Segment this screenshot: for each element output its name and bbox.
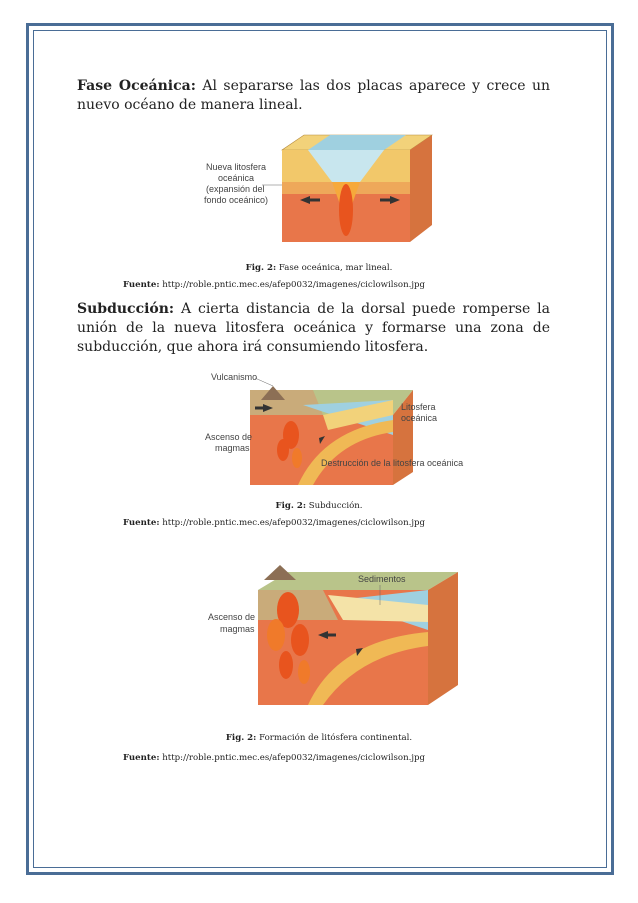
fig2-label-vulcanismo: Vulcanismo [211, 372, 258, 382]
figure1-caption [0, 263, 638, 273]
fig1-label-line2: oceánica [218, 173, 255, 183]
fig1-source-text: http://roble.pntic.mec.es/afep0032/imagenes/ciclowilson.jpg [159, 280, 426, 290]
figure-subduccion-diagram [203, 360, 464, 485]
paragraph-subduccion [77, 300, 550, 357]
fig2-label-litosfera-1: Litosfera [401, 402, 436, 412]
fig3-label-ascenso-1: Ascenso de [208, 612, 256, 622]
fig1-label-line3: (expansión del [206, 184, 265, 194]
fig2-source-text: http://roble.pntic.mec.es/afep0032/imagenes/ciclowilson.jpg [159, 518, 426, 528]
fig2-caption-label: Fig. 2: [275, 501, 306, 511]
paragraph-fase-oceanica [77, 77, 550, 115]
figure2-source [0, 518, 593, 528]
figure-litosfera-continental-diagram [208, 560, 478, 710]
fig1-source-label: Fuente: [122, 280, 160, 290]
fig2-label-destruccion: Destrucción de la litosfera oceánica [321, 458, 464, 468]
fig1-label-line4: fondo oceánico) [204, 195, 269, 205]
figure2-caption [0, 501, 638, 511]
fig2-caption-text: Subducción. [306, 501, 363, 511]
fig2-label-litosfera-2: oceánica [401, 413, 438, 423]
fig3-caption-text: Formación de litósfera continental. [256, 733, 413, 743]
figure-fase-oceanica-diagram [200, 130, 450, 245]
fig3-caption-label: Fig. 2: [225, 733, 257, 743]
text-subduccion: A cierta distancia de la dorsal puede romperse la unión de la nueva litosfera oceánica y formarse una zona de subducción, que ahora irá consumiendo litosfera. [77, 301, 550, 355]
fig1-caption-label: Fig. 2: [245, 263, 277, 273]
fig3-label-ascenso-2: magmas [220, 624, 255, 634]
fig3-label-sedimentos: Sedimentos [358, 574, 406, 584]
heading-subduccion: Subducción: [77, 301, 175, 317]
text-fase-oceanica: Al separarse las dos placas aparece y crece un nuevo océano de manera lineal. [77, 78, 550, 113]
fig2-label-ascenso-2: magmas [215, 443, 250, 453]
heading-fase-oceanica: Fase Oceánica: [77, 78, 196, 94]
fig3-source-label: Fuente: [122, 753, 160, 763]
figure3-source [0, 753, 593, 763]
fig3-source-text: http://roble.pntic.mec.es/afep0032/imagenes/ciclowilson.jpg [159, 753, 426, 763]
fig1-label-line1: Nueva litosfera [206, 162, 267, 172]
fig1-caption-text: Fase oceánica, mar lineal. [276, 263, 393, 273]
figure3-caption [0, 733, 638, 743]
fig2-source-label: Fuente: [122, 518, 160, 528]
fig2-label-ascenso-1: Ascenso de [205, 432, 253, 442]
figure1-source [0, 280, 593, 290]
